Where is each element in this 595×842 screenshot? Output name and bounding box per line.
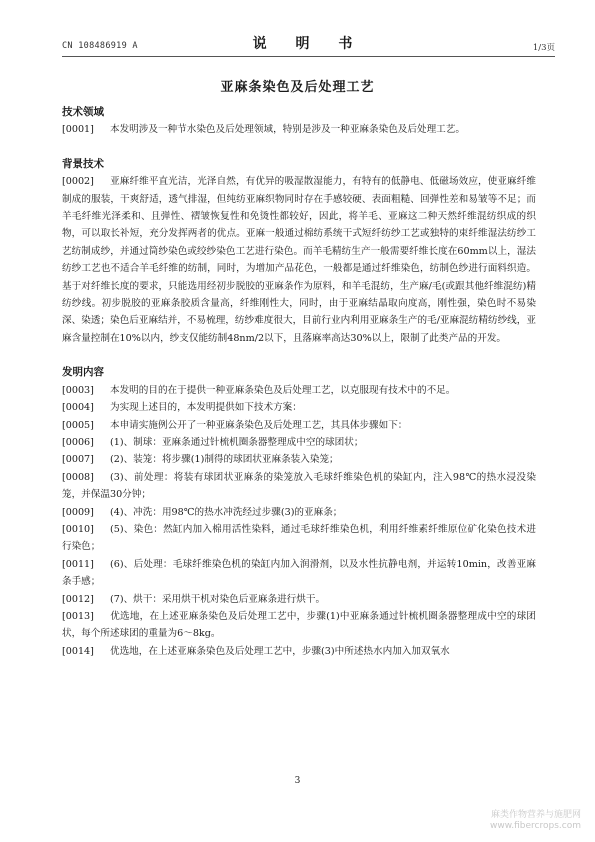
paragraph-text: (7)、烘干：采用烘干机对染色后亚麻条进行烘干。 [110, 593, 326, 605]
site-watermark [490, 810, 581, 832]
paragraph-text: (5)、染色：然缸内加入棉用活性染料，通过毛球纤维染色机，利用纤维素纤维原位矿化染色技术进行染色； [62, 523, 536, 553]
watermark-line-1: 麻类作物营养与施肥网 [490, 810, 581, 820]
paragraph-0009 [62, 504, 536, 521]
paragraph-number: [0005] [62, 419, 94, 431]
paragraph-text: 亚麻纤维平直光洁，光泽自然，有优异的吸湿散湿能力，有特有的低静电、低磁场效应，使亚麻纤维制成的服装，干爽舒适，透气排湿，但纯纺亚麻织物同时存在手感较硬、表面粗糙、回弹性差和易皱等不足；而羊毛纤维光泽柔和、且弹性、褶皱恢复性和免烫性都较好，因此，将羊毛、亚麻这二种天然纤维混纺织成的织物，可以取长补短，充分发挥两者的优点。亚麻一般通过棉纺系统干式短纤纺纱工艺或独特的束纤维湿法纺纱工艺纺制成纱，并通过筒纱染色或绞纱染色工艺进行染色。而羊毛精纺生产一般需要纤维长度在60mm以上，湿法纺纱工艺也不适合羊毛纤维的纺制，同时，为增加产品花色，一般都是通过纤维染色，纺制色纱进行面料织造。基于对纤维长度的要求，只能选用经初步脱胶的亚麻条作为原料，和羊毛混纺，生产麻/毛(或跟其他纤维混纺)精纺纱线。初步脱胶的亚麻条胶质含量高，纤维刚性大，同时，由于亚麻结晶取向度高，刚性强，染色时不易染深、染透；染色后亚麻结并，不易梳理，纺纱难度很大，目前行业内利用亚麻条生产的毛/亚麻混纺精纺纱线，亚麻含量控制在10%以内，纱支仅能纺制48nm/2以下，且落麻率高达30%以上，限制了此类产品的开发。 [62, 176, 536, 344]
page-indicator: 1/3页 [532, 43, 555, 53]
paragraph-0010 [62, 521, 536, 556]
paragraph-number: [0012] [62, 593, 94, 605]
paragraph-text: 优选地，在上述亚麻条染色及后处理工艺中，步骤(1)中亚麻条通过针梳机圈条器整理成中空的球团状，每个所述球团的重量为6～8kg。 [62, 610, 536, 640]
paragraph-0013 [62, 608, 536, 643]
paragraph-text: 本发明涉及一种节水染色及后处理领域，特别是涉及一种亚麻条染色及后处理工艺。 [110, 124, 465, 136]
paragraph-number: [0007] [62, 454, 94, 466]
paragraph-0011 [62, 556, 536, 591]
paragraph-number: [0010] [62, 523, 94, 535]
paragraph-number: [0002] [62, 176, 94, 188]
publication-number: CN 108486919 A [62, 41, 138, 51]
paragraph-0003 [62, 382, 536, 399]
paragraph-0006 [62, 434, 536, 451]
paragraph-number: [0006] [62, 436, 94, 448]
document-title: 亚麻条染色及后处理工艺 [220, 80, 375, 95]
paragraph-number: [0008] [62, 471, 94, 483]
paragraph-0004 [62, 399, 536, 416]
paragraph-text: (6)、后处理：毛球纤维染色机的染缸内加入润滑剂，以及水性抗静电剂，并运转10min，改善亚麻条手感； [62, 558, 536, 588]
paragraph-text: 本发明的目的在于提供一种亚麻条染色及后处理工艺，以克服现有技术中的不足。 [110, 384, 456, 396]
paragraph-0002 [62, 173, 536, 347]
paragraph-number: [0001] [62, 124, 94, 136]
paragraph-number: [0013] [62, 610, 94, 622]
header-divider [62, 56, 555, 57]
paragraph-0007 [62, 451, 536, 468]
paragraph-0014 [62, 643, 536, 660]
paragraph-text: 为实现上述目的，本发明提供如下技术方案： [110, 402, 302, 414]
page-number: 3 [294, 776, 301, 786]
page-header [62, 28, 555, 56]
paragraph-text: 本申请实施例公开了一种亚麻条染色及后处理工艺，其具体步骤如下： [110, 419, 408, 431]
document-type: 说 明 书 [252, 36, 365, 52]
document-body [62, 104, 536, 660]
paragraph-number: [0014] [62, 645, 94, 657]
paragraph-0001 [62, 121, 536, 138]
paragraph-text: (1)、制球：亚麻条通过针梳机圈条器整理成中空的球团状； [110, 436, 364, 448]
paragraph-0005 [62, 417, 536, 434]
paragraph-number: [0011] [62, 558, 94, 570]
paragraph-text: 优选地，在上述亚麻条染色及后处理工艺中，步骤(3)中所述热水内加入加双氧水 [110, 645, 450, 657]
paragraph-0012 [62, 591, 536, 608]
paragraph-0008 [62, 469, 536, 504]
paragraph-number: [0003] [62, 384, 94, 396]
paragraph-number: [0004] [62, 402, 94, 414]
paragraph-text: (4)、冲洗：用98℃的热水冲洗经过步骤(3)的亚麻条； [110, 506, 343, 518]
paragraph-text: (2)、装笼：将步骤(1)制得的球团状亚麻条装入染笼； [110, 454, 339, 466]
section-heading-technical-field: 技术领域 [62, 106, 104, 118]
section-heading-background: 背景技术 [62, 157, 104, 170]
section-heading-invention-content: 发明内容 [62, 366, 104, 379]
watermark-line-2: www.fibercrops.com [490, 821, 581, 831]
paragraph-text: (3)、前处理：将装有球团状亚麻条的染笼放入毛球纤维染色机的染缸内，注入98℃的热水浸没染笼，并保温30分钟； [62, 471, 536, 501]
paragraph-number: [0009] [62, 506, 94, 518]
